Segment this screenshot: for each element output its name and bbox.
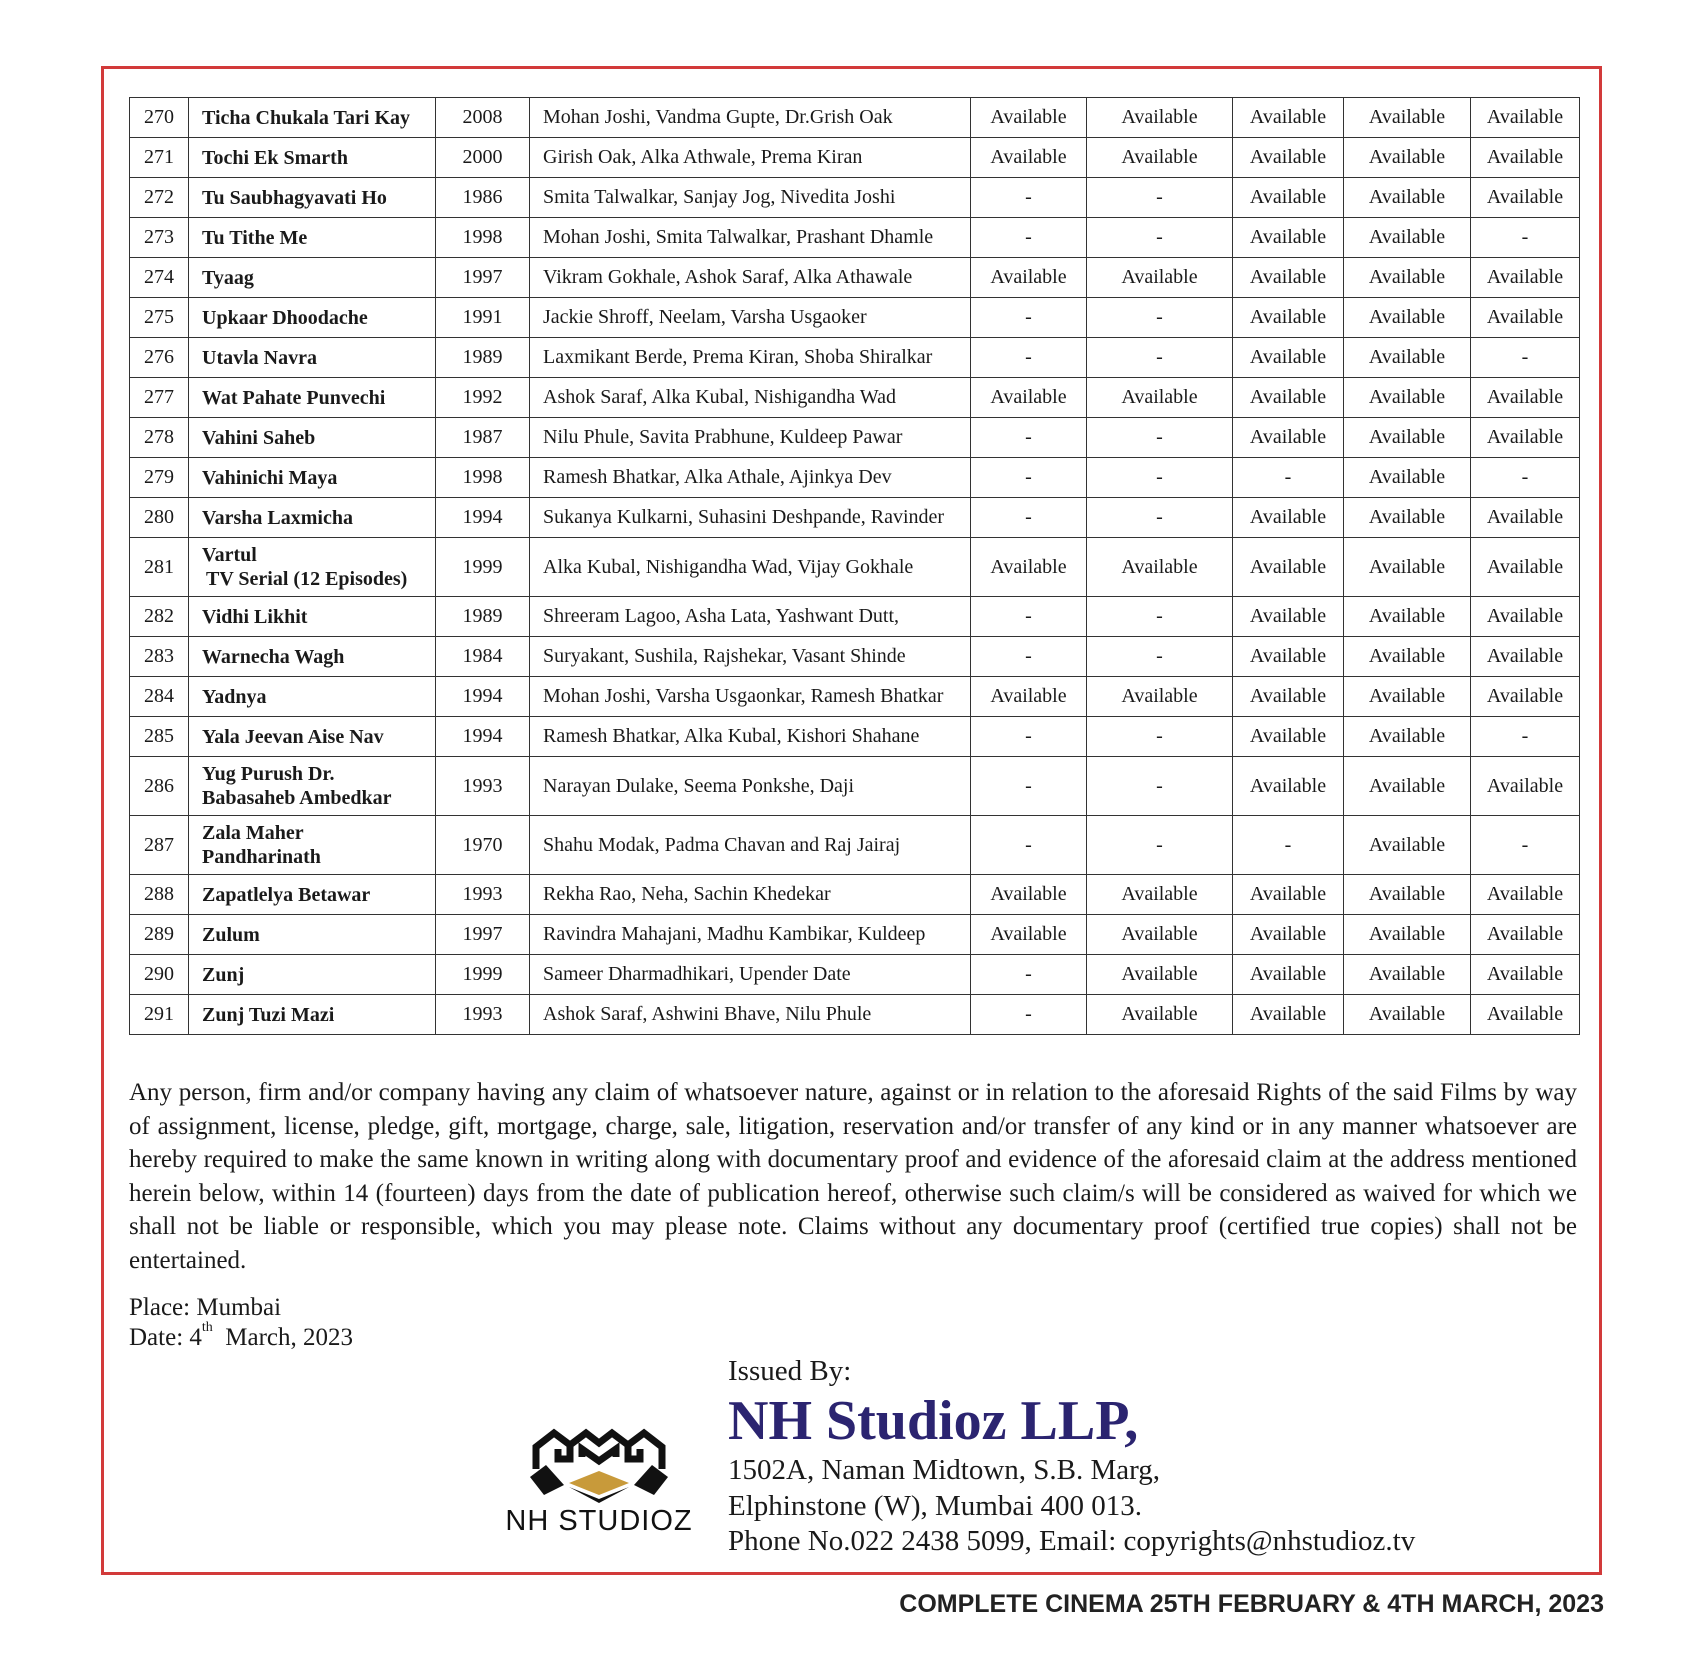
film-number-cell: 290 bbox=[130, 955, 189, 995]
film-title-cell bbox=[189, 218, 436, 258]
film-row bbox=[130, 298, 1580, 338]
rights-availability-cell: Available bbox=[1087, 538, 1233, 597]
rights-availability-cell: - bbox=[1471, 717, 1580, 757]
film-year-cell: 1989 bbox=[436, 338, 530, 378]
rights-availability-cell: - bbox=[1087, 458, 1233, 498]
film-title-cell bbox=[189, 757, 436, 816]
rights-availability-cell: Available bbox=[1233, 538, 1344, 597]
film-row bbox=[130, 995, 1580, 1035]
rights-availability-cell: Available bbox=[1471, 258, 1580, 298]
film-title-line: Ticha Chukala Tari Kay bbox=[202, 106, 411, 129]
rights-availability-cell: Available bbox=[971, 875, 1087, 915]
film-title-cell bbox=[189, 378, 436, 418]
film-title-cell bbox=[189, 258, 436, 298]
film-title-cell bbox=[189, 597, 436, 637]
film-title-line: Wat Pahate Punvechi bbox=[202, 386, 386, 409]
film-number-cell: 276 bbox=[130, 338, 189, 378]
address-line-2: Elphinstone (W), Mumbai 400 013. bbox=[728, 1489, 1143, 1522]
film-number-cell: 281 bbox=[130, 538, 189, 597]
rights-availability-cell: - bbox=[971, 597, 1087, 637]
rights-availability-cell: Available bbox=[1471, 757, 1580, 816]
film-row bbox=[130, 178, 1580, 218]
rights-availability-cell: Available bbox=[1233, 338, 1344, 378]
place-line: Place: Mumbai bbox=[129, 1294, 282, 1321]
film-row bbox=[130, 757, 1580, 816]
film-year-cell: 1987 bbox=[436, 418, 530, 458]
film-cast-cell: Ramesh Bhatkar, Alka Kubal, Kishori Shahane bbox=[530, 717, 971, 757]
film-title-line: Varsha Laxmicha bbox=[202, 506, 353, 529]
rights-availability-cell: Available bbox=[1471, 875, 1580, 915]
rights-availability-cell: Available bbox=[1344, 338, 1471, 378]
film-year-cell: 1998 bbox=[436, 458, 530, 498]
rights-availability-cell: Available bbox=[971, 258, 1087, 298]
film-year-cell: 1997 bbox=[436, 915, 530, 955]
film-cast-cell: Ashok Saraf, Ashwini Bhave, Nilu Phule bbox=[530, 995, 971, 1035]
rights-availability-cell: - bbox=[1471, 338, 1580, 378]
rights-availability-cell: Available bbox=[1233, 138, 1344, 178]
rights-availability-cell: Available bbox=[1471, 418, 1580, 458]
film-number-cell: 286 bbox=[130, 757, 189, 816]
rights-availability-cell: Available bbox=[1344, 915, 1471, 955]
rights-availability-cell: Available bbox=[1233, 498, 1344, 538]
film-year-cell: 1993 bbox=[436, 875, 530, 915]
film-number-cell: 280 bbox=[130, 498, 189, 538]
film-title-cell bbox=[189, 298, 436, 338]
film-number-cell: 272 bbox=[130, 178, 189, 218]
rights-availability-cell: Available bbox=[1471, 98, 1580, 138]
rights-availability-cell: - bbox=[971, 418, 1087, 458]
rights-availability-cell: Available bbox=[1087, 138, 1233, 178]
film-cast-cell: Mohan Joshi, Vandma Gupte, Dr.Grish Oak bbox=[530, 98, 971, 138]
rights-availability-cell: Available bbox=[1344, 637, 1471, 677]
film-cast-cell: Mohan Joshi, Varsha Usgaonkar, Ramesh Bhatkar bbox=[530, 677, 971, 717]
film-title-line: Zapatlelya Betawar bbox=[202, 883, 371, 906]
rights-availability-cell: Available bbox=[1471, 538, 1580, 597]
rights-availability-cell: Available bbox=[1233, 677, 1344, 717]
rights-availability-cell: Available bbox=[1087, 995, 1233, 1035]
film-number-cell: 287 bbox=[130, 816, 189, 875]
rights-availability-cell: Available bbox=[1344, 178, 1471, 218]
rights-availability-cell: Available bbox=[1344, 717, 1471, 757]
rights-availability-cell: Available bbox=[1344, 218, 1471, 258]
film-title-line: Tyaag bbox=[202, 266, 254, 289]
rights-availability-cell: Available bbox=[1471, 955, 1580, 995]
film-title-line: Zulum bbox=[202, 923, 260, 946]
rights-availability-cell: Available bbox=[1087, 955, 1233, 995]
rights-availability-cell: - bbox=[1087, 816, 1233, 875]
rights-availability-cell: - bbox=[971, 995, 1087, 1035]
film-year-cell: 1991 bbox=[436, 298, 530, 338]
film-row bbox=[130, 98, 1580, 138]
rights-availability-cell: - bbox=[971, 458, 1087, 498]
film-cast-cell: Ravindra Mahajani, Madhu Kambikar, Kuldeep bbox=[530, 915, 971, 955]
film-row bbox=[130, 138, 1580, 178]
rights-availability-cell: Available bbox=[1344, 418, 1471, 458]
rights-availability-cell: Available bbox=[1233, 637, 1344, 677]
rights-availability-cell: - bbox=[971, 298, 1087, 338]
film-title-line: Tochi Ek Smarth bbox=[202, 146, 348, 169]
film-title-cell bbox=[189, 458, 436, 498]
film-title-cell bbox=[189, 955, 436, 995]
film-cast-cell: Alka Kubal, Nishigandha Wad, Vijay Gokhale bbox=[530, 538, 971, 597]
film-number-cell: 291 bbox=[130, 995, 189, 1035]
rights-availability-cell: Available bbox=[971, 98, 1087, 138]
film-cast-cell: Sukanya Kulkarni, Suhasini Deshpande, Ravinder bbox=[530, 498, 971, 538]
film-number-cell: 273 bbox=[130, 218, 189, 258]
film-title-line: Upkaar Dhoodache bbox=[202, 306, 368, 329]
film-row bbox=[130, 378, 1580, 418]
rights-availability-cell: Available bbox=[1233, 298, 1344, 338]
rights-availability-cell: Available bbox=[1233, 178, 1344, 218]
rights-availability-cell: Available bbox=[971, 915, 1087, 955]
rights-availability-cell: Available bbox=[1344, 757, 1471, 816]
film-year-cell: 1999 bbox=[436, 955, 530, 995]
film-title-line: Babasaheb Ambedkar bbox=[202, 787, 392, 809]
film-title-line: Vahini Saheb bbox=[202, 426, 316, 449]
rights-availability-cell: Available bbox=[1344, 955, 1471, 995]
film-cast-cell: Mohan Joshi, Smita Talwalkar, Prashant Dhamle bbox=[530, 218, 971, 258]
film-year-cell: 1997 bbox=[436, 258, 530, 298]
rights-availability-cell: Available bbox=[1233, 378, 1344, 418]
rights-availability-cell: - bbox=[1087, 757, 1233, 816]
rights-availability-cell: Available bbox=[1233, 757, 1344, 816]
film-number-cell: 289 bbox=[130, 915, 189, 955]
film-title-cell bbox=[189, 138, 436, 178]
film-year-cell: 1994 bbox=[436, 498, 530, 538]
rights-availability-cell: Available bbox=[1344, 378, 1471, 418]
rights-availability-cell: Available bbox=[1344, 458, 1471, 498]
film-title-cell bbox=[189, 637, 436, 677]
film-cast-cell: Sameer Dharmadhikari, Upender Date bbox=[530, 955, 971, 995]
film-rights-table bbox=[129, 97, 1580, 1035]
rights-availability-cell: - bbox=[1087, 418, 1233, 458]
address-line-1: 1502A, Naman Midtown, S.B. Marg, bbox=[728, 1454, 1161, 1486]
film-title-cell bbox=[189, 816, 436, 875]
rights-availability-cell: Available bbox=[1233, 258, 1344, 298]
film-row bbox=[130, 875, 1580, 915]
film-cast-cell: Jackie Shroff, Neelam, Varsha Usgaoker bbox=[530, 298, 971, 338]
film-title-line: Pandharinath bbox=[202, 846, 321, 868]
rights-availability-cell: Available bbox=[1344, 875, 1471, 915]
rights-availability-cell: Available bbox=[1233, 597, 1344, 637]
film-cast-cell: Shreeram Lagoo, Asha Lata, Yashwant Dutt, bbox=[530, 597, 971, 637]
rights-availability-cell: Available bbox=[971, 138, 1087, 178]
rights-availability-cell: Available bbox=[1233, 218, 1344, 258]
rights-availability-cell: Available bbox=[1233, 875, 1344, 915]
rights-availability-cell: Available bbox=[1344, 538, 1471, 597]
film-row bbox=[130, 677, 1580, 717]
rights-availability-cell: Available bbox=[1344, 597, 1471, 637]
film-cast-cell: Shahu Modak, Padma Chavan and Raj Jairaj bbox=[530, 816, 971, 875]
rights-availability-cell: - bbox=[971, 816, 1087, 875]
film-title-cell bbox=[189, 717, 436, 757]
film-title-line: Vahinichi Maya bbox=[202, 466, 338, 489]
film-title-line: Zala Maher bbox=[202, 822, 304, 844]
issuer-block bbox=[728, 1353, 1415, 1560]
rights-availability-cell: - bbox=[971, 498, 1087, 538]
film-year-cell: 1994 bbox=[436, 717, 530, 757]
film-number-cell: 279 bbox=[130, 458, 189, 498]
rights-availability-cell: Available bbox=[1471, 915, 1580, 955]
film-title-line: Zunj Tuzi Mazi bbox=[202, 1003, 335, 1026]
film-row bbox=[130, 816, 1580, 875]
film-row bbox=[130, 915, 1580, 955]
film-row bbox=[130, 717, 1580, 757]
film-year-cell: 1994 bbox=[436, 677, 530, 717]
rights-availability-cell: - bbox=[971, 178, 1087, 218]
film-cast-cell: Laxmikant Berde, Prema Kiran, Shoba Shiralkar bbox=[530, 338, 971, 378]
film-title-cell bbox=[189, 995, 436, 1035]
film-row bbox=[130, 458, 1580, 498]
rights-availability-cell: - bbox=[971, 637, 1087, 677]
film-number-cell: 288 bbox=[130, 875, 189, 915]
rights-availability-cell: - bbox=[1087, 298, 1233, 338]
rights-availability-cell: - bbox=[1087, 218, 1233, 258]
film-title-line: TV Serial (12 Episodes) bbox=[206, 568, 408, 590]
film-title-cell bbox=[189, 178, 436, 218]
film-year-cell: 1992 bbox=[436, 378, 530, 418]
film-title-line: Zunj bbox=[202, 963, 245, 986]
rights-availability-cell: Available bbox=[1471, 597, 1580, 637]
film-title-line: Warnecha Wagh bbox=[202, 645, 345, 668]
film-cast-cell: Suryakant, Sushila, Rajshekar, Vasant Shinde bbox=[530, 637, 971, 677]
rights-availability-cell: Available bbox=[1344, 258, 1471, 298]
film-title-cell bbox=[189, 418, 436, 458]
rights-availability-cell: Available bbox=[1471, 498, 1580, 538]
film-number-cell: 270 bbox=[130, 98, 189, 138]
film-year-cell: 1998 bbox=[436, 218, 530, 258]
film-year-cell: 1993 bbox=[436, 995, 530, 1035]
rights-availability-cell: Available bbox=[1233, 955, 1344, 995]
film-cast-cell: Smita Talwalkar, Sanjay Jog, Nivedita Joshi bbox=[530, 178, 971, 218]
film-title-cell bbox=[189, 498, 436, 538]
rights-availability-cell: - bbox=[1087, 498, 1233, 538]
rights-availability-cell: - bbox=[1471, 458, 1580, 498]
rights-availability-cell: Available bbox=[971, 538, 1087, 597]
film-title-line: Utavla Navra bbox=[202, 346, 317, 369]
film-row bbox=[130, 218, 1580, 258]
rights-availability-cell: Available bbox=[1471, 378, 1580, 418]
rights-availability-cell: Available bbox=[1233, 98, 1344, 138]
film-title-cell bbox=[189, 677, 436, 717]
contact-line: Phone No.022 2438 5099, Email: copyrights@nhstudioz.tv bbox=[728, 1525, 1416, 1557]
rights-availability-cell: Available bbox=[1344, 98, 1471, 138]
film-number-cell: 275 bbox=[130, 298, 189, 338]
rights-availability-cell: Available bbox=[1344, 498, 1471, 538]
film-row bbox=[130, 955, 1580, 995]
rights-availability-cell: Available bbox=[1344, 995, 1471, 1035]
rights-availability-cell: - bbox=[1471, 218, 1580, 258]
film-title-cell bbox=[189, 875, 436, 915]
rights-availability-cell: Available bbox=[1471, 637, 1580, 677]
rights-availability-cell: Available bbox=[1471, 178, 1580, 218]
logo-wordmark: NH STUDIOZ bbox=[505, 1505, 693, 1537]
film-row bbox=[130, 538, 1580, 597]
rights-availability-cell: Available bbox=[1087, 378, 1233, 418]
film-cast-cell: Nilu Phule, Savita Prabhune, Kuldeep Pawar bbox=[530, 418, 971, 458]
rights-availability-cell: - bbox=[1087, 597, 1233, 637]
film-row bbox=[130, 258, 1580, 298]
film-number-cell: 271 bbox=[130, 138, 189, 178]
film-cast-cell: Rekha Rao, Neha, Sachin Khedekar bbox=[530, 875, 971, 915]
rights-availability-cell: - bbox=[1233, 458, 1344, 498]
issued-by-label: Issued By: bbox=[728, 1355, 852, 1387]
nh-studioz-logo-icon bbox=[524, 1425, 674, 1503]
rights-availability-cell: Available bbox=[1344, 298, 1471, 338]
rights-availability-cell: Available bbox=[1471, 298, 1580, 338]
film-title-line: Vartul bbox=[202, 544, 257, 566]
film-number-cell: 284 bbox=[130, 677, 189, 717]
rights-availability-cell: - bbox=[971, 717, 1087, 757]
film-row bbox=[130, 637, 1580, 677]
rights-availability-cell: Available bbox=[1471, 138, 1580, 178]
rights-availability-cell: - bbox=[1471, 816, 1580, 875]
rights-availability-cell: - bbox=[1087, 637, 1233, 677]
film-year-cell: 2008 bbox=[436, 98, 530, 138]
rights-availability-cell: Available bbox=[1233, 995, 1344, 1035]
rights-availability-cell: - bbox=[1233, 816, 1344, 875]
date-line: Date: 4th March, 2023 bbox=[129, 1320, 354, 1351]
nh-studioz-logo bbox=[493, 1425, 705, 1555]
film-title-line: Yala Jeevan Aise Nav bbox=[202, 725, 384, 748]
film-cast-cell: Vikram Gokhale, Ashok Saraf, Alka Athawale bbox=[530, 258, 971, 298]
rights-availability-cell: Available bbox=[1087, 677, 1233, 717]
rights-availability-cell: Available bbox=[1233, 915, 1344, 955]
film-number-cell: 277 bbox=[130, 378, 189, 418]
film-year-cell: 1993 bbox=[436, 757, 530, 816]
film-year-cell: 1986 bbox=[436, 178, 530, 218]
company-name: NH Studioz LLP, bbox=[728, 1390, 1139, 1452]
film-title-line: Vidhi Likhit bbox=[202, 605, 308, 628]
rights-availability-cell: - bbox=[971, 955, 1087, 995]
rights-availability-cell: Available bbox=[1471, 677, 1580, 717]
film-year-cell: 1970 bbox=[436, 816, 530, 875]
film-row bbox=[130, 338, 1580, 378]
film-number-cell: 285 bbox=[130, 717, 189, 757]
rights-availability-cell: Available bbox=[1087, 258, 1233, 298]
rights-availability-cell: Available bbox=[971, 677, 1087, 717]
film-year-cell: 1984 bbox=[436, 637, 530, 677]
rights-availability-cell: Available bbox=[1471, 995, 1580, 1035]
film-title-cell bbox=[189, 98, 436, 138]
film-row bbox=[130, 418, 1580, 458]
film-title-line: Yug Purush Dr. bbox=[202, 763, 335, 785]
film-row bbox=[130, 498, 1580, 538]
film-number-cell: 274 bbox=[130, 258, 189, 298]
rights-availability-cell: - bbox=[1087, 178, 1233, 218]
film-cast-cell: Girish Oak, Alka Athwale, Prema Kiran bbox=[530, 138, 971, 178]
film-number-cell: 283 bbox=[130, 637, 189, 677]
rights-availability-cell: Available bbox=[1087, 915, 1233, 955]
rights-availability-cell: - bbox=[1087, 338, 1233, 378]
rights-availability-cell: Available bbox=[1344, 816, 1471, 875]
film-row bbox=[130, 597, 1580, 637]
rights-availability-cell: Available bbox=[1233, 418, 1344, 458]
film-number-cell: 282 bbox=[130, 597, 189, 637]
film-cast-cell: Ashok Saraf, Alka Kubal, Nishigandha Wad bbox=[530, 378, 971, 418]
film-title-line: Yadnya bbox=[202, 685, 267, 708]
film-cast-cell: Ramesh Bhatkar, Alka Athale, Ajinkya Dev bbox=[530, 458, 971, 498]
rights-availability-cell: Available bbox=[1344, 677, 1471, 717]
film-title-cell bbox=[189, 915, 436, 955]
film-cast-cell: Narayan Dulake, Seema Ponkshe, Daji bbox=[530, 757, 971, 816]
rights-availability-cell: - bbox=[971, 218, 1087, 258]
film-year-cell: 2000 bbox=[436, 138, 530, 178]
film-title-line: Tu Tithe Me bbox=[202, 226, 308, 249]
film-year-cell: 1999 bbox=[436, 538, 530, 597]
film-title-cell bbox=[189, 538, 436, 597]
rights-availability-cell: Available bbox=[1087, 98, 1233, 138]
film-title-line: Tu Saubhagyavati Ho bbox=[202, 186, 387, 209]
film-year-cell: 1989 bbox=[436, 597, 530, 637]
rights-availability-cell: - bbox=[971, 338, 1087, 378]
film-title-cell bbox=[189, 338, 436, 378]
rights-availability-cell: - bbox=[1087, 717, 1233, 757]
claim-notice-paragraph: Any person, firm and/or company having any claim of whatsoever nature, against or in relation to the aforesaid Rights of the said Films by way of assignment, license, pledge, gift, mortgage, charge, sale, litigation, reservation and/or transfer of any kind or in any manner whatsoever are hereby required to make the same known in writing along with documentary proof and evidence of the aforesaid claim at the address mentioned herein below, within 14 (fourteen) days from the date of publication hereof, otherwise such claim/s will be considered as waived for which we shall not be liable or responsible, which you may please note. Claims without any documentary proof (certified true copies) shall not be entertained. bbox=[129, 1079, 1577, 1274]
publication-footer: COMPLETE CINEMA 25TH FEBRUARY & 4TH MARCH, 2023 bbox=[899, 1590, 1604, 1618]
film-number-cell: 278 bbox=[130, 418, 189, 458]
rights-availability-cell: Available bbox=[1087, 875, 1233, 915]
rights-availability-cell: - bbox=[971, 757, 1087, 816]
rights-availability-cell: Available bbox=[971, 378, 1087, 418]
rights-availability-cell: Available bbox=[1344, 138, 1471, 178]
rights-availability-cell: Available bbox=[1233, 717, 1344, 757]
